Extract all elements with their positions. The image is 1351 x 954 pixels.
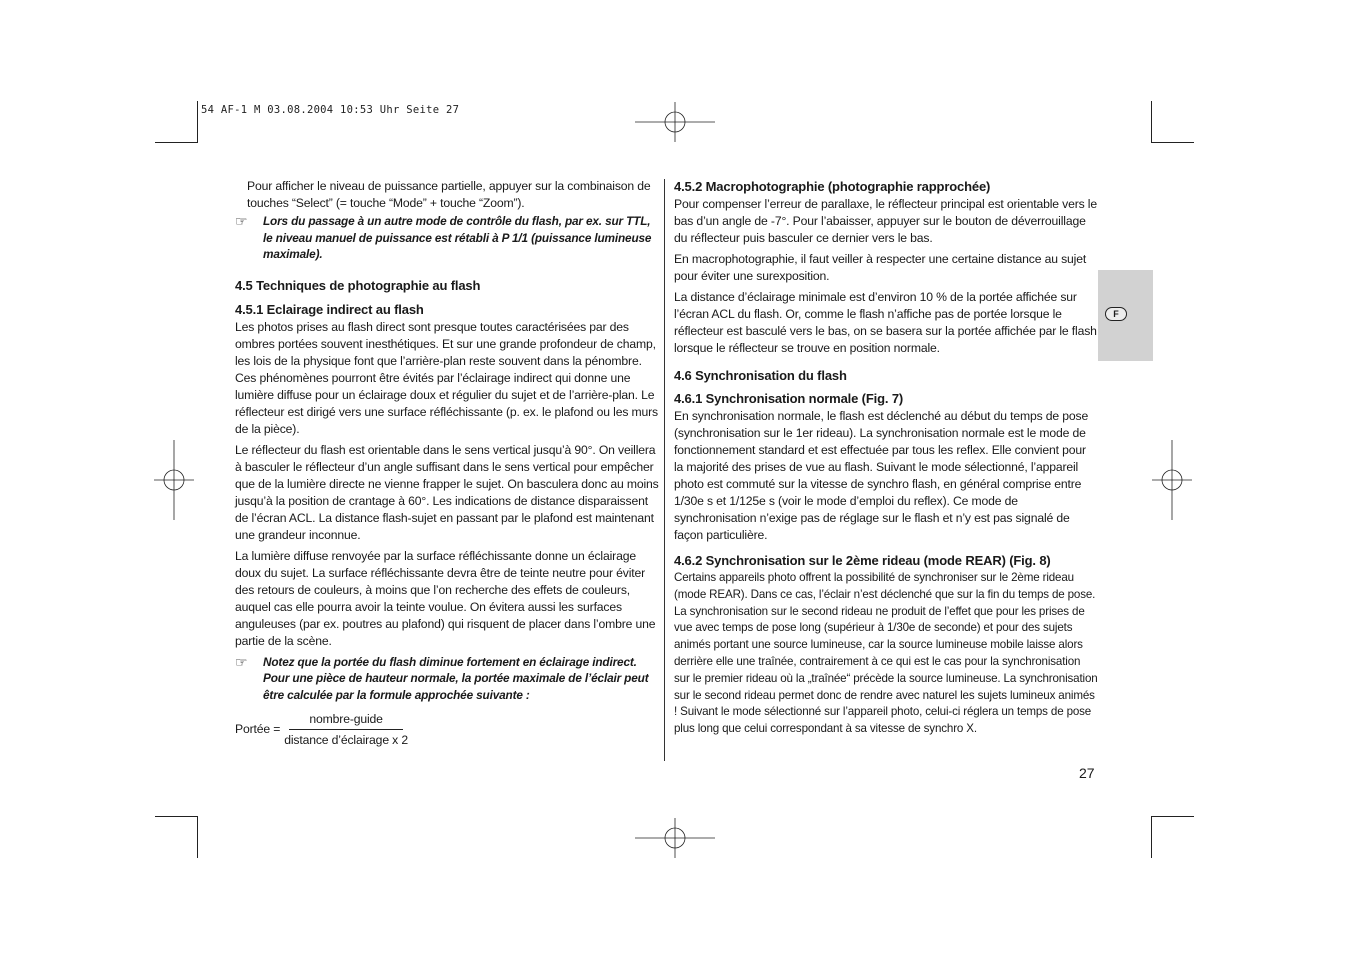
registration-mark-icon xyxy=(134,440,214,520)
crop-mark xyxy=(197,101,198,143)
crop-mark xyxy=(155,816,197,817)
subsection-heading: 4.6.2 Synchronisation sur le 2ème rideau (mode REAR) (Fig. 8) xyxy=(674,553,1051,568)
pointing-hand-icon: ☞ xyxy=(235,653,248,670)
print-slug: 54 AF-1 M 03.08.2004 10:53 Uhr Seite 27 xyxy=(201,104,460,116)
crop-mark xyxy=(197,816,198,858)
paragraph: La lumière diffuse renvoyée par la surface réfléchissante donne un éclairage doux du sujet. La surface réfléchissante devra être de teinte neutre pour éviter des retours de couleurs, à moins que l’on recherche des effets de couleurs, auquel cas elle pourra avoir la teinte voulue. On évitera aussi les surfaces anguleuses (par ex. poutres au plafond) qui risquent de placer dans l’ombre une partie de la scène. xyxy=(235,548,656,648)
note xyxy=(235,654,660,704)
registration-mark-icon xyxy=(635,798,715,878)
note-text: Lors du passage à un autre mode de contrôle du flash, par ex. sur TTL, le niveau manuel de puissance est rétabli à P 1/1 (puissance lumineuse maximale). xyxy=(263,214,652,261)
formula-label: Portée = xyxy=(235,722,281,736)
language-badge: F xyxy=(1105,307,1127,321)
section-heading: 4.6 Synchronisation du flash xyxy=(674,368,847,383)
intro-paragraph: Pour afficher le niveau de puissance partielle, appuyer sur la combinaison de touches “Select” (= touche “Mode” + touche “Zoom”). xyxy=(247,179,651,210)
formula-numerator: nombre-guide xyxy=(289,711,402,730)
formula-denominator: distance d’éclairage x 2 xyxy=(284,733,408,747)
paragraph: La distance d’éclairage minimale est d’environ 10 % de la portée affichée sur l’écran ACL du flash. Or, comme le flash n’affiche pas de portée lorsque le réflecteur est basculé vers le bas, on se basera sur la portée affichée par le flash lorsque le réflecteur se trouve en position normale. xyxy=(674,290,1097,355)
crop-mark xyxy=(1151,101,1152,143)
crop-mark xyxy=(155,142,197,143)
paragraph: En synchronisation normale, le flash est déclenché au début du temps de pose (synchronisation sur le 1er rideau). La synchronisation normale est le mode de fonctionnement standard et est effectuée par tous les reflex. Elle convient pour la majorité des prises de vue au flash. Suivant le mode sélectionné, l’appareil photo est commuté sur la vitesse de synchro flash, en général comprise entre 1/30e s et 1/125e s (voir le mode d’emploi du reflex). Ce mode de synchronisation n’exige pas de réglage sur le flash et n’y est pas signalé de façon particulière. xyxy=(674,409,1089,542)
section-heading: 4.5 Techniques de photographie au flash xyxy=(235,277,481,293)
crop-mark xyxy=(1152,142,1194,143)
subsection-heading: 4.5.2 Macrophotographie (photographie rapprochée) xyxy=(674,179,991,194)
pointing-hand-icon: ☞ xyxy=(235,213,248,229)
page-number: 27 xyxy=(1079,765,1095,781)
paragraph: Certains appareils photo offrent la possibilité de synchroniser sur le 2ème rideau (mode REAR). Dans ce cas, l’éclair n’est déclenché que sur la fin du temps de pose. La synchronisation sur le second rideau ne produit de l’effet que pour les prises de vue avec temps de pose long (supérieur à 1/30e de seconde) et pour des sujets animés portant une source lumineuse, car la source lumineuse mobile laisse alors derrière elle une traînée, contrairement à ce qui est le cas pour la synchronisation sur le premier rideau où la „traînée“ précède la source lumineuse. La synchronisation sur le second rideau permet donc de rendre avec naturel les sujets lumineux animés ! Suivant le mode sélectionné sur l’appareil photo, celui-ci réglera un temps de pose plus long que celui correspondant à sa vitesse de synchro X. xyxy=(674,571,1098,736)
paragraph: Le réflecteur du flash est orientable dans le sens vertical jusqu’à 90°. On veillera à basculer le réflecteur d’un angle suffisant dans le sens vertical pour empêcher que de la lumière directe ne vienne frapper le sujet. On basculera donc au moins jusqu’à la position de crantage à 60°. Les indications de distance disparaissent de l’écran ACL. La distance flash-sujet en passant par le plafond est maintenant une grandeur inconnue. xyxy=(235,442,659,542)
right-column xyxy=(674,178,1098,742)
crop-mark xyxy=(1152,816,1194,817)
subsection-heading: 4.6.1 Synchronisation normale (Fig. 7) xyxy=(674,391,904,406)
paragraph: Les photos prises au flash direct sont presque toutes caractérisées par des ombres portées souvent inesthétiques. Et sur une grande profondeur de champ, les lois de la physique font que l’arrière-plan reste souvent dans la pénombre. Ces phénomènes pourront être évités par l’éclairage indirect qui donne une lumière diffuse pour un éclairage doux et régulier du sujet et de l’arrière-plan. Le réflecteur est dirigé vers une surface réfléchissante (p. ex. le plafond ou les murs de la pièce). xyxy=(235,319,658,436)
note xyxy=(235,213,660,263)
subsection-heading: 4.5.1 Eclairage indirect au flash xyxy=(235,301,424,317)
paragraph: En macrophotographie, il faut veiller à respecter une certaine distance au sujet pour éviter une surexposition. xyxy=(674,252,1087,283)
left-column xyxy=(235,178,660,748)
range-formula xyxy=(235,711,660,748)
paragraph: Pour compenser l’erreur de parallaxe, le réflecteur principal est orientable vers le bas d’un angle de -7°. Pour l’abaisser, appuyer sur le bouton de déverrouillage du réflecteur puis basculer ce dernier vers le bas. xyxy=(674,197,1097,245)
note-text: Notez que la portée du flash diminue fortement en éclairage indirect. Pour une pièce de hauteur normale, la portée maximale de l’éclair peut être calculée par la formule approchée suivante : xyxy=(263,654,649,702)
formula-fraction xyxy=(284,711,408,748)
registration-mark-icon xyxy=(1132,440,1212,520)
column-divider xyxy=(664,179,665,761)
registration-mark-icon xyxy=(635,82,715,162)
crop-mark xyxy=(1151,816,1152,858)
